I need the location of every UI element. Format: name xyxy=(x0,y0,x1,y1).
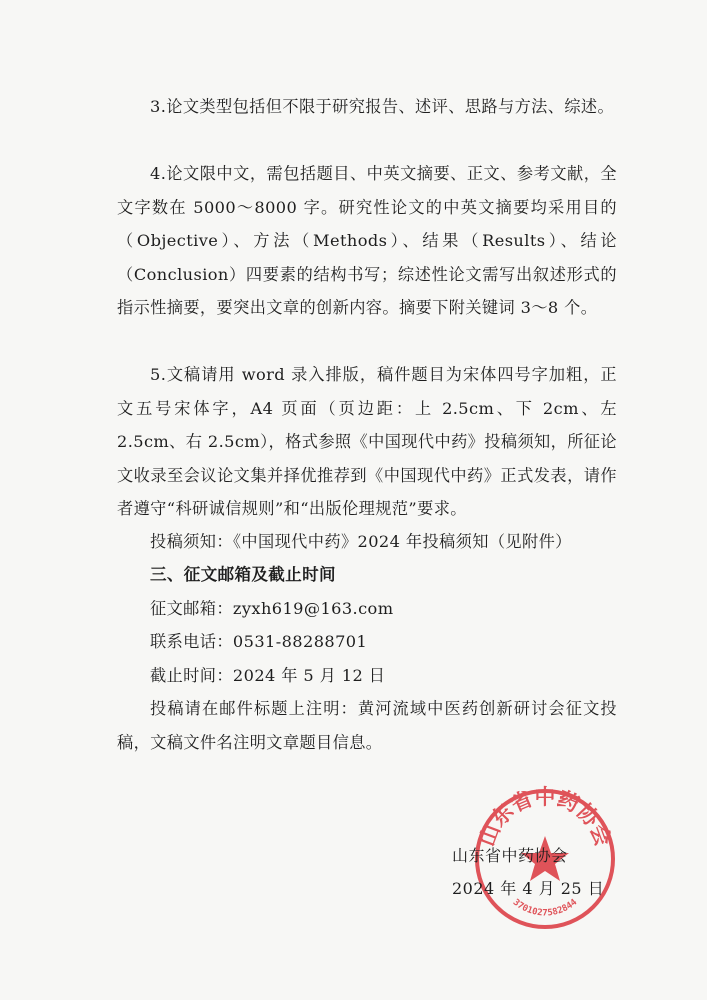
paragraph-paper-types: 3.论文类型包括但不限于研究报告、述评、思路与方法、综述。 xyxy=(150,97,615,116)
paragraph-paper-requirements: 4.论文限中文，需包括题目、中英文摘要、正文、参考文献，全文字数在 5000～8000 字。研究性论文的中英文摘要均采用目的（Objective）、方法（Methods）、结果（Results）、结论（Conclusion）四要素的结构书写；综述性论文需写出叙述形式的指示性摘要，要突出文章的创新内容。摘要下附关键词 3～8 个。 xyxy=(117,164,617,317)
signature-organization: 山东省中药协会 xyxy=(452,846,568,865)
deadline: 截止时间：2024 年 5 月 12 日 xyxy=(150,666,386,685)
submission-notice: 投稿须知：《中国现代中药》2024 年投稿须知（见附件） xyxy=(150,532,572,551)
submission-instruction: 投稿请在邮件标题上注明：黄河流域中医药创新研讨会征文投稿，文稿文件名注明文章题目信息。 xyxy=(117,699,617,752)
contact-email: 征文邮箱：zyxh619@163.com xyxy=(150,599,394,618)
contact-phone: 联系电话：0531-88288701 xyxy=(150,632,368,651)
seal-arc-text: 山东省中药协会 xyxy=(474,784,616,850)
seal-code: 3701027582844 xyxy=(510,897,580,919)
signature-date: 2024 年 4 月 25 日 xyxy=(452,879,605,898)
section-heading: 三、征文邮箱及截止时间 xyxy=(150,565,336,584)
paragraph-formatting: 5.文稿请用 word 录入排版，稿件题目为宋体四号字加粗，正文五号宋体字，A4 页面（页边距：上 2.5cm、下 2cm、左 2.5cm、右 2.5cm），格式参照《中国现代中药》投稿须知，所征论文收录至会议论文集并择优推荐到《中国现代中药》正式发表，请作者遵守“科研诚信规则”和“出版伦理规范”要求。 xyxy=(117,365,617,518)
